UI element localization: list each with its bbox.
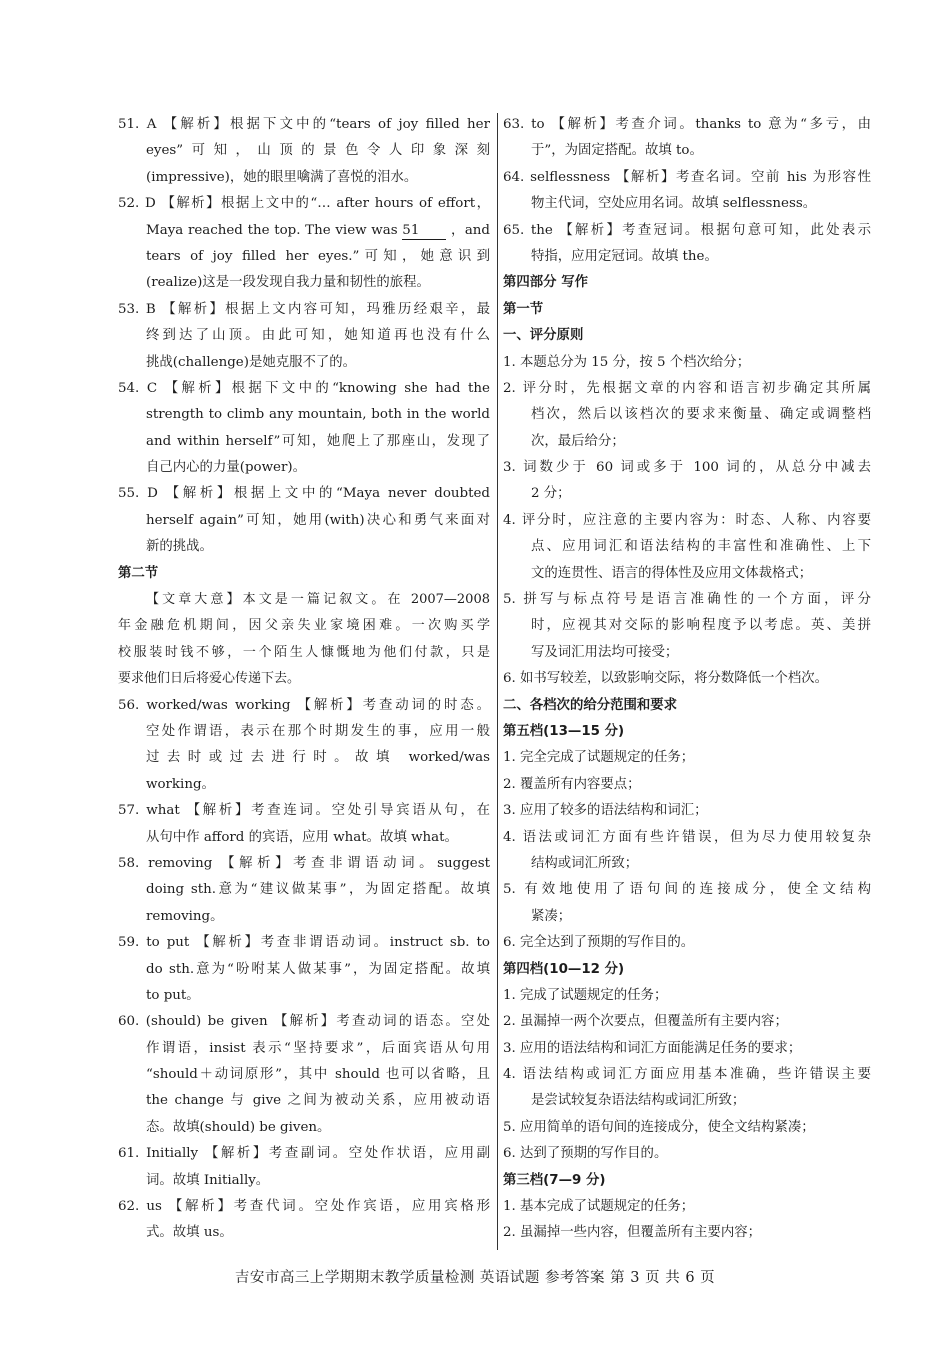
left-column-line: do sth.意为“吩咐某人做某事”，为固定搭配。故填 (146, 961, 490, 977)
right-column-line: 5. 拼写与标点符号是语言准确性的一个方面，评分 (503, 592, 871, 608)
column-divider (497, 113, 498, 1250)
right-column-line: 档次，然后以该档次的要求来衡量、确定或调整档 (531, 407, 871, 423)
right-column-line: 第五档(13—15 分) (503, 723, 625, 739)
left-column-line: removing。 (146, 908, 224, 924)
left-column-line: 52. D 【解析】根据上文中的“… after hours of effort， (118, 196, 490, 212)
left-column-line: doing sth.意为“建议做某事”，为固定搭配。故填 (146, 882, 490, 898)
right-column-line: 文的连贯性、语言的得体性及应用文体裁格式； (531, 565, 813, 581)
left-column-line: 作谓语，insist 表示“坚持要求”，后面宾语从句用 (146, 1040, 490, 1056)
right-column (503, 112, 871, 1247)
left-column-line: 词。故填 Initially。 (146, 1172, 270, 1188)
right-column-line: 第四部分 写作 (503, 275, 589, 291)
left-column-line: 校服装时钱不够，一个陌生人慷慨地为他们付款，只是 (118, 644, 490, 660)
left-column-line: herself again”可知，她用(with)决心和勇气来面对 (146, 512, 490, 528)
right-column-line: 5. 应用简单的语句间的连接成分，使全文结构紧凑； (503, 1119, 815, 1135)
left-column-line: 终到达了山顶。由此可知，她知道再也没有什么 (146, 328, 490, 344)
left-column-line: 空处作谓语，表示在那个时期发生的事，应用一般 (146, 723, 490, 739)
right-column-line: 特指，应用定冠词。故填 the。 (531, 248, 718, 264)
right-column-line: 6. 完全达到了预期的写作目的。 (503, 935, 695, 951)
right-column-line: 65. the 【解析】考查冠词。根据句意可知，此处表示 (503, 222, 871, 238)
right-column-line: 2. 虽漏掉一些内容，但覆盖所有主要内容； (503, 1225, 762, 1241)
left-column-line: 56. worked/was working 【解析】考查动词的时态。 (118, 697, 490, 713)
left-column-line: working。 (146, 776, 215, 792)
right-column-line: 结构或词汇所致； (531, 855, 639, 871)
left-column-line: 55. D 【解析】根据上文中的“Maya never doubted (118, 486, 490, 502)
right-column-line: 写及词汇用法均可接受； (531, 644, 679, 660)
left-column-line: to put。 (146, 987, 200, 1003)
left-column-line: 59. to put 【解析】考查非谓语动词。instruct sb. to (118, 935, 490, 951)
text-segment: ，and (446, 222, 490, 238)
left-column-line: 57. what 【解析】考查连词。空处引导宾语从句，在 (118, 803, 490, 819)
right-column-line: 3. 词数少于 60 词或多于 100 词的，从总分中减去 (503, 460, 871, 476)
right-column-line: 5. 有效地使用了语句间的连接成分，使全文结构 (503, 882, 871, 898)
text-segment: Maya reached the top. The view was (146, 222, 403, 238)
right-column-line: 紧凑； (531, 908, 572, 924)
right-column-line: 6. 如书写较差，以致影响交际，将分数降低一个档次。 (503, 671, 829, 687)
left-column-line: 自己内心的力量(power)。 (146, 460, 306, 476)
right-column-line: 第一节 (503, 301, 544, 317)
right-column-line: 2. 覆盖所有内容要点； (503, 776, 641, 792)
left-column-line: strength to climb any mountain, both in the world (146, 407, 490, 423)
right-column-line: 1. 完全完成了试题规定的任务； (503, 750, 695, 766)
right-column-line: 时，应视其对交际的影响程度予以考虑。英、美拼 (531, 618, 871, 634)
left-column-line: the change 与 give 之间为被动关系，应用被动语 (146, 1093, 490, 1109)
left-column-line: and within herself”可知，她爬上了那座山，发现了 (146, 433, 490, 449)
right-column-line: 于”，为固定搭配。故填 to。 (531, 143, 703, 159)
right-column-line: 63. to 【解析】考查介词。thanks to 意为“多亏，由 (503, 117, 871, 132)
left-column-line: (realize)这是一段发现自我力量和韧性的旅程。 (146, 275, 430, 291)
right-column-line: 1. 基本完成了试题规定的任务； (503, 1199, 695, 1215)
right-column-line: 第三档(7—9 分) (503, 1172, 606, 1188)
right-column-line: 是尝试较复杂语法结构或词汇所致； (531, 1093, 746, 1109)
right-column-line: 64. selflessness 【解析】考查名词。空前 his 为形容性 (503, 169, 871, 185)
right-column-line: 1. 本题总分为 15 分，按 5 个档次给分； (503, 354, 751, 370)
right-column-line: 2 分； (531, 486, 571, 502)
right-column-line: 6. 达到了预期的写作目的。 (503, 1146, 668, 1162)
left-column-line: 态。故填(should) be given。 (146, 1119, 331, 1135)
fill-blank: 51 (402, 223, 446, 240)
left-column-line: eyes”可知，山顶的景色令人印象深刻 (146, 143, 490, 159)
right-column-line: 第四档(10—12 分) (503, 961, 625, 977)
left-column-line: 式。故填 us。 (146, 1225, 233, 1241)
left-column-line: “should＋动词原形”，其中 should 也可以省略，且 (146, 1067, 490, 1083)
left-column-line: 过去时或过去进行时。故填 worked/was (146, 750, 490, 766)
right-column-line: 3. 应用的语法结构和词汇方面能满足任务的要求； (503, 1040, 802, 1056)
right-column-line: 2. 虽漏掉一两个次要点，但覆盖所有主要内容； (503, 1014, 788, 1030)
left-column-line: 53. B 【解析】根据上文内容可知，玛雅历经艰辛，最 (118, 301, 490, 317)
left-column-line: tears of joy filled her eyes.”可知，她意识到 (146, 248, 490, 264)
left-column-line: 年金融危机期间，因父亲失业家境困难。一次购买学 (118, 618, 490, 634)
right-column-line: 物主代词，空处应用名词。故填 selflessness。 (531, 196, 817, 212)
right-column-line: 4. 语法结构或词汇方面应用基本准确，些许错误主要 (503, 1067, 871, 1083)
right-column-line: 4. 语法或词汇方面有些许错误，但为尽力使用较复杂 (503, 829, 871, 845)
right-column-line: 4. 评分时，应注意的主要内容为：时态、人称、内容要 (503, 512, 871, 528)
left-column-line: 从句中作 afford 的宾语，应用 what。故填 what。 (146, 829, 458, 845)
left-column-line: 60. (should) be given 【解析】考查动词的语态。空处 (118, 1014, 490, 1030)
left-column-line: 挑战(challenge)是她克服不了的。 (146, 354, 357, 370)
left-column-line: 62. us 【解析】考查代词。空处作宾语，应用宾格形 (118, 1199, 490, 1215)
right-column-line: 次，最后给分； (531, 433, 625, 449)
left-column-line: 54. C 【解析】根据下文中的“knowing she had the (118, 380, 490, 396)
right-column-line: 1. 完成了试题规定的任务； (503, 987, 668, 1003)
page-footer: 吉安市高三上学期期末教学质量检测 英语试题 参考答案 第 3 页 共 6 页 (234, 1270, 716, 1286)
right-column-line: 二、各档次的给分范围和要求 (503, 697, 678, 713)
left-column-line: 58. removing 【解析】考查非谓语动词。suggest (118, 855, 490, 871)
left-column-line: 要求他们日后将爱心传递下去。 (118, 671, 301, 687)
left-column-line (118, 218, 490, 244)
right-column-line: 点、应用词汇和语法结构的丰富性和准确性、上下 (531, 539, 871, 555)
left-column-line: 61. Initially 【解析】考查副词。空处作状语，应用副 (118, 1146, 490, 1162)
right-column-line: 一、评分原则 (503, 328, 584, 344)
left-column-line: 【文章大意】本文是一篇记叙文。在 2007—2008 (146, 592, 490, 608)
left-column (118, 112, 490, 1247)
right-column-line: 3. 应用了较多的语法结构和词汇； (503, 803, 708, 819)
left-column-line: 新的挑战。 (146, 539, 213, 555)
left-column-line: 第二节 (118, 565, 159, 581)
right-column-line: 2. 评分时，先根据文章的内容和语言初步确定其所属 (503, 380, 871, 396)
left-column-line: 51. A 【解析】根据下文中的“tears of joy filled her (118, 117, 490, 132)
left-column-line: (impressive)，她的眼里噙满了喜悦的泪水。 (146, 169, 418, 185)
